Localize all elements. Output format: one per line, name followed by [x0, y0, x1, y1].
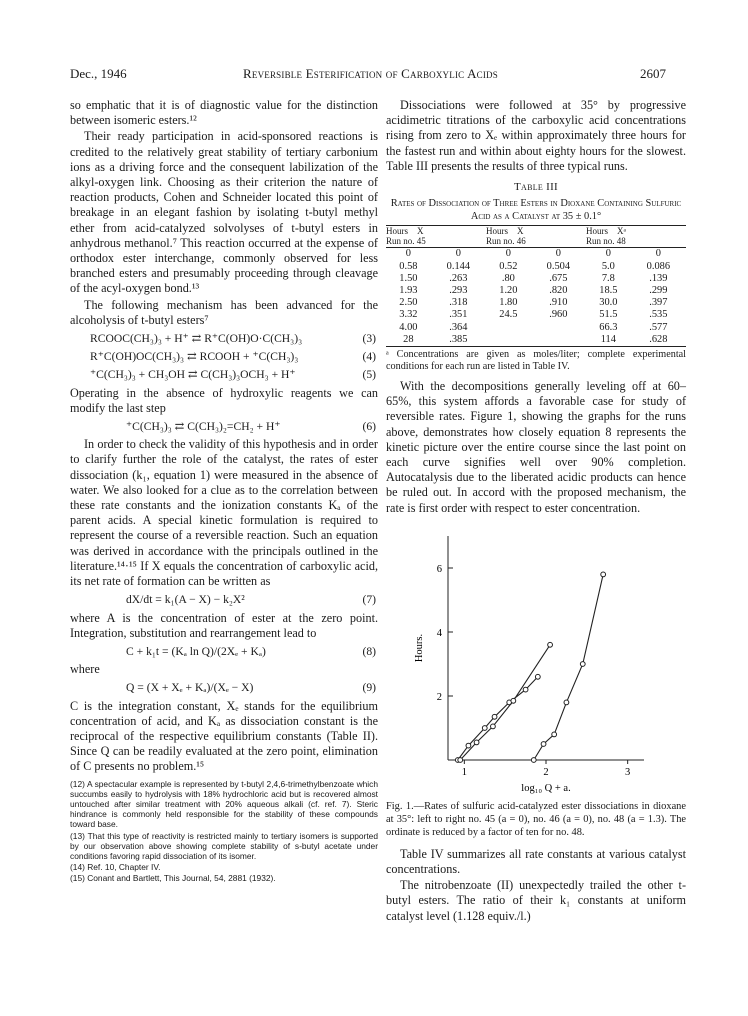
- table-cell: 0: [655, 248, 661, 260]
- x-axis-label: log₁₀ Q + a.: [521, 782, 571, 794]
- series-line: [534, 574, 603, 760]
- page-number: 2607: [640, 66, 666, 81]
- paragraph: Table IV summarizes all rate constants at various catalyst concentrations.: [386, 846, 686, 877]
- table-cell: 18.5: [599, 285, 618, 297]
- equation-6: ⁺C(CH₃)₃ ⇄ C(CH₃)₂=CH₂ + H⁺ (6): [126, 420, 376, 434]
- table-cell: 2.50: [399, 297, 418, 309]
- table-cell: 4.00: [399, 321, 418, 333]
- y-tick-label: 4: [436, 627, 442, 639]
- table-cell: 0.504: [546, 260, 571, 272]
- header-title: Reversible Esterification of Carboxylic Acids: [243, 66, 498, 81]
- data-point: [564, 700, 569, 705]
- table-cell: .299: [649, 285, 668, 297]
- footnote: (15) Conant and Bartlett, This Journal, 54, 2881 (1932).: [70, 873, 276, 884]
- table-row: [386, 248, 686, 261]
- table-cell: 0.086: [646, 260, 671, 272]
- data-point: [458, 757, 463, 762]
- table-cell: .263: [449, 272, 468, 284]
- table-cell: 0: [405, 248, 411, 260]
- equation-3: RCOOC(CH₃)₃ + H⁺ ⇄ R⁺C(OH)O·C(CH₃)₃ (3): [90, 332, 376, 346]
- table-cell: .364: [449, 321, 468, 333]
- data-point: [491, 724, 496, 729]
- table-cell: 1.20: [499, 285, 518, 297]
- data-point: [523, 687, 528, 692]
- table-cell: .577: [649, 321, 668, 333]
- x-tick-label: 2: [543, 766, 549, 778]
- data-point: [548, 642, 553, 647]
- table-cell: 5.0: [601, 260, 615, 272]
- table-cell: 0: [555, 248, 561, 260]
- paragraph: Their ready participation in acid-sponsored reactions is credited to the relatively great stability of tertiary carbonium ions as a driving force and the consequent labilization of the alkyl-oxygen link. Choosing as their criterion the nature of reaction products, Cohen and Schneider located this point of breakage in an elegant fashion by isolating t-butyl methyl ether from acid-catalyzed solvolyses of t-butyl esters in anhydrous methanol.⁷ This reaction occurred at the expense of orthodox ester interchange, commonly observed for less branched esters and presumably proceeding through cleavage of the acyl-oxygen bond.¹³: [70, 129, 378, 296]
- paragraph: so emphatic that it is of diagnostic value for the distinction between isomeric esters.¹²: [70, 98, 378, 128]
- data-point: [511, 698, 516, 703]
- x-tick-label: 3: [625, 766, 631, 778]
- table-cell: 1.80: [499, 297, 518, 309]
- table-cell: .628: [631, 334, 686, 347]
- equation-7: dX/dt = k₁(A − X) − k₂X² (7): [126, 593, 376, 607]
- table-row: [386, 285, 686, 297]
- table-cell: 66.3: [599, 321, 618, 333]
- equation-4: R⁺C(OH)OC(CH₃)₃ ⇄ RCOOH + ⁺C(CH₃)₃ (4): [90, 350, 376, 364]
- table-group-header: Hours X Run no. 45: [386, 226, 486, 248]
- table-cell: [486, 322, 531, 334]
- table-cell: 114: [586, 334, 631, 347]
- table-cell: 0.144: [446, 260, 471, 272]
- table-caption: Rates of Dissociation of Three Esters in Dioxane Containing Sulfuric Acid as a Catalyst at 35 ± 0.1°: [390, 198, 682, 222]
- table-cell: .820: [549, 285, 568, 297]
- equation-8: C + k₁t = (Kₐ ln Q)/(2Xₑ + Kₐ) (8): [126, 644, 376, 658]
- table-cell: 0.52: [499, 260, 518, 272]
- y-tick-label: 2: [436, 691, 442, 703]
- table-cell: .960: [549, 309, 568, 321]
- paragraph: The nitrobenzoate (II) unexpectedly trailed the other t-butyl esters. The ratio of their k₁ constants at uniform catalyst level (1.128 equiv./l.): [386, 878, 686, 923]
- data-point: [535, 674, 540, 679]
- paragraph: where A is the concentration of ester at the zero point. Integration, substitution and rearrangement lead to: [70, 610, 378, 640]
- table-cell: 51.5: [599, 309, 618, 321]
- figure-1: [386, 524, 686, 796]
- table-cell: 1.93: [399, 285, 418, 297]
- footnote: (12) A spectacular example is represented by t-butyl 2,4,6-trimethylbenzoate which succumbs easily to hydrolysis with 18% hydrochloric acid but is recovered almost untouched after similar treatment with 20% aqueous alkali (cf. ref. 7). Steric hindrance is commonly held responsible for the stability of these compounds toward base.: [70, 778, 378, 830]
- data-point: [474, 740, 479, 745]
- data-point: [492, 714, 497, 719]
- table-cell: [486, 334, 531, 347]
- table-footnote: ᵃ Concentrations are given as moles/liter; complete experimental conditions for each run are listed in Table IV.: [386, 349, 686, 373]
- paragraph: In order to check the validity of this hypothesis and in order to clarify further the role of the catalyst, the rates of ester dissociation (k₁, equation 1) were measured in the absence of water. We also looked for a clue as to the correlation between these rate constants and the ionization constants Kₐ of the parent acids. A special kinetic formulation is required to represent the course of a reversible reaction. Such an equation was derived in accordance with the principals outlined in the literature.¹⁴·¹⁵ If X equals the concentration of carboxylic acid, its net rate of formation can be written as: [70, 437, 378, 589]
- table-group-header: Hours Xᵃ Run no. 48: [586, 226, 686, 248]
- table-cell: .139: [649, 272, 668, 284]
- table-cell: .351: [449, 309, 468, 321]
- where-label: where: [70, 662, 100, 677]
- table-row: [386, 261, 686, 273]
- equation-9: Q = (X + Xₑ + Kₐ)/(Xₑ − X) (9): [126, 681, 376, 695]
- table-cell: 28: [386, 334, 431, 347]
- paragraph: Operating in the absence of hydroxylic reagents we can modify the last step: [70, 385, 378, 415]
- data-point: [601, 572, 606, 577]
- table-row: [386, 273, 686, 285]
- table-row: [386, 309, 686, 321]
- table-cell: .293: [449, 285, 468, 297]
- data-point: [580, 661, 585, 666]
- data-point: [466, 743, 471, 748]
- table-cell: 0: [605, 248, 611, 260]
- table-label: Table III: [513, 181, 559, 194]
- data-table: [386, 225, 686, 347]
- table-cell: 3.32: [399, 309, 418, 321]
- table-cell: .80: [501, 272, 515, 284]
- figure-chart: [386, 524, 686, 796]
- paragraph: C is the integration constant, Xₑ stands for the equilibrium concentration of acid, and Kₐ as dissociation constant is the reciprocal of the respective equilibrium constants (Table II). Since Q can be readily evaluated at the zero point, elimination of C presents no problem.¹⁵: [70, 698, 378, 774]
- data-point: [541, 741, 546, 746]
- table-cell: 1.50: [399, 272, 418, 284]
- x-tick-label: 1: [461, 766, 467, 778]
- footnote: (13) That this type of reactivity is restricted mainly to tertiary isomers is supported by our observation above showing complete stability of s-butyl acetate under conditions favoring rapid dissociation of its isomer.: [70, 830, 378, 861]
- figure-caption: Fig. 1.—Rates of sulfuric acid-catalyzed ester dissociations in dioxane at 35°: left to right no. 45 (a = 0), no. 46 (a = 0), no. 48 (a = 1.3). The ordinate is reduced by a factor of ten for no. 48.: [386, 800, 686, 838]
- table-cell: .397: [649, 297, 668, 309]
- data-point: [552, 732, 557, 737]
- right-column: [386, 98, 686, 925]
- table-row: [386, 297, 686, 309]
- table-cell: .385: [431, 334, 486, 347]
- table-cell: [531, 322, 586, 334]
- table-cell: .535: [649, 309, 668, 321]
- table-cell: .318: [449, 297, 468, 309]
- equation-5: ⁺C(CH₃)₃ + CH₃OH ⇄ C(CH₃)₃OCH₃ + H⁺ (5): [90, 368, 376, 382]
- table-group-header: Hours X Run no. 46: [486, 226, 586, 248]
- data-point: [482, 725, 487, 730]
- table-row: [386, 334, 686, 347]
- table-cell: .910: [549, 297, 568, 309]
- table-cell: .675: [549, 272, 568, 284]
- y-tick-label: 6: [436, 563, 442, 575]
- y-axis-label: Hours.: [414, 633, 425, 663]
- table-cell: 0: [505, 248, 511, 260]
- table-cell: 0.58: [399, 260, 418, 272]
- paragraph: With the decompositions generally leveling off at 60–65%, this system affords a favorable case for study of reversible rates. Figure 1, showing the graphs for the runs above, demonstrates how closely equation 8 represents the kinetic picture over the entire course since the last point on each curve signifies well over 90% completion. Autocatalysis due to the liberated acidic products can hence be ruled out. In accord with the proposed mechanism, the rate is first order with respect to ester concentration.: [386, 379, 686, 515]
- table-row: [386, 322, 686, 334]
- left-column: [70, 98, 378, 885]
- table-cell: 0: [455, 248, 461, 260]
- table-cell: [531, 334, 586, 347]
- footnotes: [70, 779, 378, 884]
- footnote: (14) Ref. 10, Chapter IV.: [70, 862, 161, 873]
- data-point: [531, 757, 536, 762]
- table-cell: 24.5: [499, 309, 518, 321]
- table-cell: 7.8: [601, 272, 615, 284]
- paragraph: Dissociations were followed at 35° by progressive acidimetric titrations of the carboxylic acid concentrations rising from zero to Xₑ within approximately three hours for the fastest run and within about eighty hours for the slowest. Table III presents the results of three typical runs.: [386, 98, 686, 173]
- header-date: Dec., 1946: [70, 66, 127, 81]
- paragraph: The following mechanism has been advanced for the alcoholysis of t-butyl esters⁷: [70, 297, 378, 327]
- table-cell: 30.0: [599, 297, 618, 309]
